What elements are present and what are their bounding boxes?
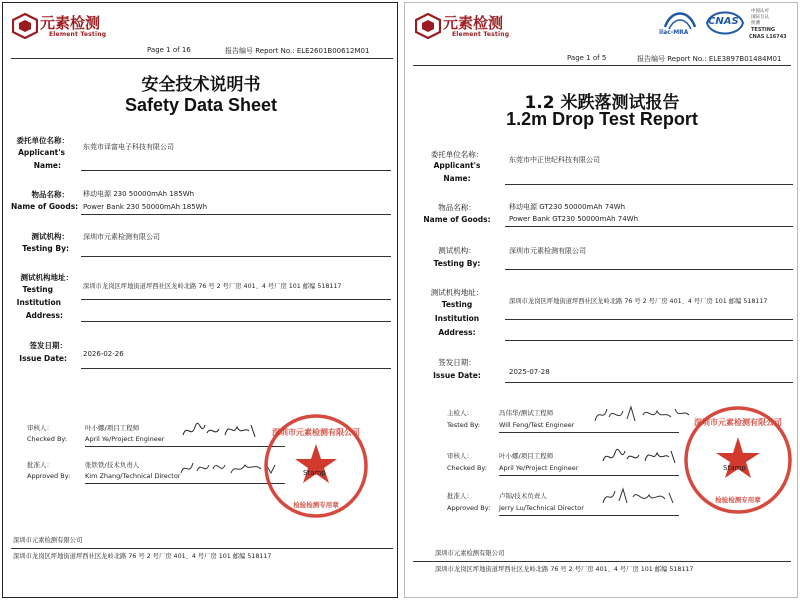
approved-by-name-en: Kim Zhang/Technical Director — [85, 472, 181, 480]
testing-by-underline — [505, 269, 793, 270]
address-underline-2 — [81, 321, 391, 322]
document-title-cn: 安全技术说明书 — [141, 75, 261, 95]
issue-date-label-cn: 签发日期： — [29, 341, 67, 350]
signature-april-ye — [181, 419, 261, 443]
address-underline-2 — [505, 340, 793, 341]
issue-date-underline — [505, 382, 793, 383]
seal-sub-text: 检验检测专用章 — [715, 496, 761, 504]
goods-value-cn: 移动电源 GT230 50000mAh 74Wh — [509, 203, 626, 211]
goods-value-en: Power Bank GT230 50000mAh 74Wh — [509, 215, 639, 223]
ilac-label: ilac-MRA — [659, 29, 689, 36]
logo-text-en: Element Testing — [452, 31, 510, 38]
drop-test-report-page — [404, 2, 798, 598]
signature-will-feng — [593, 403, 693, 429]
footer-divider — [11, 548, 393, 549]
applicant-underline — [81, 170, 391, 171]
element-testing-logo-icon — [12, 13, 38, 39]
checked-by-name-en: April Ye/Project Engineer — [85, 435, 165, 443]
cert-en: TESTING — [751, 27, 775, 33]
address-label-en-2: Institution — [434, 314, 480, 323]
tested-by-underline — [499, 432, 679, 433]
cert-number: CNAS L16743 — [749, 34, 787, 40]
applicant-value: 东莞市中正世纪科技有限公司 — [509, 156, 600, 164]
checked-by-label-en: Checked By: — [447, 464, 487, 472]
issue-date-label-en: Issue Date: — [19, 354, 67, 363]
address-underline-1 — [81, 299, 391, 300]
approved-by-label-cn: 批准人： — [27, 461, 53, 469]
footer-company: 深圳市元素检测有限公司 — [435, 550, 505, 557]
issue-date-value: 2026-02-26 — [83, 350, 124, 358]
logo-text-en: Element Testing — [49, 31, 107, 38]
report-number: 报告编号 Report No.: ELE2601B00612M01 — [225, 47, 370, 55]
applicant-label-en-2: Name: — [443, 174, 471, 183]
page-number: Page 1 of 5 — [567, 54, 607, 62]
logo-text-cn: 元素检测 — [443, 14, 504, 32]
goods-value-en: Power Bank 230 50000mAh 185Wh — [83, 203, 208, 211]
footer-address: 深圳市龙岗区坪地街道坪西社区龙岭北路 76 号 2 号厂房 401、4 号厂房 101 邮编 518117 — [13, 553, 272, 560]
goods-label-cn: 物品名称： — [31, 190, 69, 199]
applicant-label-en: Applicant's — [18, 148, 65, 157]
cert-cn-3: 检测 — [751, 21, 760, 26]
footer-company: 深圳市元素检测有限公司 — [13, 537, 83, 544]
checked-by-label-cn: 审核人： — [27, 424, 53, 432]
checked-by-label-en: Checked By: — [27, 435, 67, 443]
seal-sub-text: 检验检测专用章 — [293, 501, 339, 509]
address-label-cn: 测试机构地址： — [20, 273, 73, 282]
checked-by-name-cn: 叶小娜/项目工程师 — [85, 424, 140, 432]
element-testing-logo-icon — [415, 13, 441, 39]
footer-divider — [413, 561, 791, 562]
issue-date-label-en: Issue Date: — [433, 371, 481, 380]
testing-by-value: 深圳市元素检测有限公司 — [83, 233, 160, 241]
approved-by-label-en: Approved By: — [447, 504, 491, 512]
applicant-underline — [505, 184, 793, 185]
approved-by-label-en: Approved By: — [27, 472, 71, 480]
applicant-label-cn: 委托单位名称： — [16, 136, 69, 145]
checked-by-label-cn: 审核人： — [447, 452, 473, 460]
address-underline-1 — [505, 319, 793, 320]
approved-by-name-cn: 卢锦/技术负责人 — [499, 492, 547, 500]
applicant-value: 东莞市译富电子科技有限公司 — [83, 143, 174, 151]
logo-text-cn: 元素检测 — [40, 14, 101, 32]
header-divider — [11, 58, 393, 59]
seal-text: 深圳市元素检测有限公司 — [272, 427, 360, 437]
cert-cn-2: 国际互认 — [751, 15, 769, 20]
address-value: 深圳市龙岗区坪地街道坪西社区龙岭北路 76 号 2 号厂房 401、4 号厂房 101 邮编 518117 — [509, 298, 768, 305]
cnas-label: CNAS — [708, 16, 739, 27]
tested-by-label-cn: 主检人： — [447, 409, 473, 417]
tested-by-name-cn: 冯伟华/测试工程师 — [499, 409, 554, 417]
issue-date-value: 2025-07-28 — [509, 368, 550, 376]
checked-by-name-en: April Ye/Project Engineer — [499, 464, 579, 472]
report-number: 报告编号 Report No.: ELE3897B01484M01 — [637, 55, 782, 63]
testing-by-label-cn: 测试机构： — [438, 246, 476, 255]
cert-cn-1: 中国认可 — [751, 9, 769, 14]
goods-value-cn: 移动电源 230 50000mAh 185Wh — [83, 190, 195, 198]
document-title-cn: 1.2 米跌落测试报告 — [524, 93, 680, 113]
tested-by-label-en: Tested By: — [447, 421, 481, 429]
signature-april-ye — [601, 445, 681, 469]
checked-by-underline — [499, 475, 679, 476]
issue-date-underline — [81, 368, 391, 369]
testing-by-value: 深圳市元素检测有限公司 — [509, 247, 586, 255]
address-label-en-3: Address: — [438, 328, 476, 337]
approved-by-name-cn: 张铁铁/技术负责人 — [85, 461, 140, 469]
testing-by-label-cn: 测试机构： — [31, 232, 69, 241]
signature-jerry-lu — [601, 485, 681, 509]
stamp-label: Stamp — [723, 464, 746, 472]
address-label-en: Testing — [441, 300, 473, 309]
address-value: 深圳市龙岗区坪地街道坪西社区龙岭北路 76 号 2 号厂房 401、4 号厂房 101 邮编 518117 — [83, 283, 342, 290]
goods-label-en: Name of Goods: — [423, 215, 491, 224]
address-label-cn: 测试机构地址： — [430, 288, 484, 297]
testing-by-label-en: Testing By: — [22, 244, 69, 253]
applicant-label-en-2: Name: — [33, 161, 61, 170]
approved-by-underline — [499, 515, 679, 516]
seal-text: 深圳市元素检测有限公司 — [694, 417, 782, 427]
checked-by-name-cn: 叶小娜/项目工程师 — [499, 452, 554, 460]
document-title-en: Safety Data Sheet — [124, 95, 278, 115]
testing-by-underline — [81, 256, 391, 257]
approved-by-underline — [85, 483, 285, 484]
page-number: Page 1 of 16 — [147, 46, 191, 54]
address-label-en-3: Address: — [25, 311, 63, 320]
goods-underline — [81, 214, 391, 215]
tested-by-name-en: Will Feng/Test Engineer — [499, 421, 575, 429]
stamp-label: Stamp — [303, 469, 326, 477]
goods-label-en: Name of Goods: — [11, 202, 79, 211]
document-title-en: 1.2m Drop Test Report — [506, 109, 698, 129]
footer-address: 深圳市龙岗区坪地街道坪西社区龙岭北路 76 号 2 号厂房 401、4 号厂房 101 邮编 518117 — [435, 566, 694, 573]
address-label-en-2: Institution — [16, 298, 61, 307]
testing-by-label-en: Testing By: — [433, 259, 481, 268]
approved-by-name-en: Jerry Lu/Technical Director — [499, 504, 584, 512]
address-label-en: Testing — [22, 285, 53, 294]
applicant-label-en: Applicant's — [433, 161, 481, 170]
checked-by-underline — [85, 446, 285, 447]
approved-by-label-cn: 批准人： — [447, 492, 473, 500]
safety-data-sheet-page — [2, 2, 398, 598]
goods-label-cn: 物品名称： — [438, 203, 476, 212]
goods-underline — [505, 226, 793, 227]
issue-date-label-cn: 签发日期： — [438, 358, 476, 367]
header-divider — [413, 65, 791, 66]
applicant-label-cn: 委托单位名称： — [430, 150, 484, 159]
